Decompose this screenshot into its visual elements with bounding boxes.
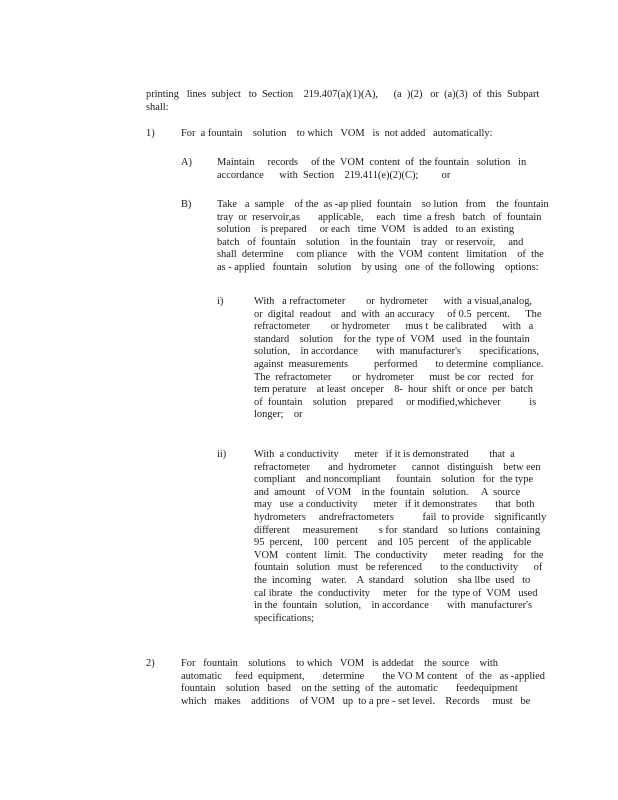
text-line: Maintain records of the VOM content of the fountain solution in [217,157,527,168]
item-1b-ii-text [254,449,546,625]
text-line: tray or reservoir,as applicable, each time a fresh batch of fountain [217,211,542,223]
item-1b-text [217,199,549,275]
text-line: longer; or [254,409,303,421]
text-line: batch of fountain solution in the fountain tray or reservoir, and [217,236,524,248]
item-1b-ii-marker: ii) [217,449,227,460]
text-line: For a fountain solution to which VOM is not added automatically: [181,128,493,139]
text-line: hydrometers andrefractometers fail to provide significantly [254,511,547,523]
text-line: standard solution for the type of VOM used in the fountain [254,333,530,345]
text-line: and amount of VOM in the fountain solution. A source [254,486,521,498]
item-2-text [181,658,545,708]
text-line: With a conductivity meter if it is demonstrated that a [254,449,515,460]
text-line: solution is prepared or each time VOM is added to an existing [217,224,515,236]
item-1b-i-marker: i) [217,296,224,307]
text-line: in the fountain solution, in accordance with manufacturer's [254,600,533,612]
text-line: With a refractometer or hydrometer with a visual,analog, [254,296,533,307]
text-line: shall: [146,101,169,113]
item-1a-marker: A) [181,157,192,168]
text-line: fountain solution must be referenced to the conductivity of [254,562,543,574]
item-2-marker: 2) [146,658,155,669]
text-line: tem perature at least onceper 8- hour shift or once per batch [254,384,533,396]
text-line: cal ibrate the conductivity meter for the type of VOM used [254,587,538,599]
text-line: compliant and noncompliant fountain solution for the type [254,474,534,486]
text-line: printing lines subject to Section 219.407(a)(1)(A), (a )(2) or (a)(3) of this Subpart [146,89,540,100]
item-1-marker: 1) [146,128,155,139]
text-line: as - applied fountain solution by using one of the following options: [217,261,539,273]
text-line: 95 percent, 100 percent and 105 percent of the applicable [254,537,532,549]
text-line: automatic feed equipment, determine the VO M content of the as -applied [181,670,545,682]
text-line: against measurements performed to determine compliance. [254,358,544,370]
text-line: refractometer and hydrometer cannot distinguish betw een [254,461,541,473]
text-line: which makes additions of VOM up to a pre - set level. Records must be [181,695,531,707]
text-line: For fountain solutions to which VOM is addedat the source with [181,658,498,669]
text-line: The refractometer or hydrometer must be cor rected for [254,371,534,383]
text-line: solution, in accordance with manufacturer's specifications, [254,346,539,358]
text-line: the incoming water. A standard solution sha llbe used to [254,574,531,586]
text-line: different measurement s for standard so lutions containing [254,524,541,536]
text-line: accordance with Section 219.411(e)(2)(C); or [217,169,451,181]
item-1a-text [217,157,526,182]
text-line: of fountain solution prepared or modified,whichever is [254,396,537,408]
text-line: refractometer or hydrometer mus t be calibrated with a [254,321,534,333]
text-line: may use a conductivity meter if it demonstrates that both [254,499,535,511]
text-line: fountain solution based on the setting of the automatic feedequipment [181,683,518,695]
text-line: Take a sample of the as -ap plied fountain so lution from the fountain [217,199,549,210]
item-1b-marker: B) [181,199,192,210]
text-line: specifications; [254,612,315,624]
text-line: or digital readout and with an accuracy of 0.5 percent. The [254,308,542,320]
item-1b-i-text [254,296,543,422]
text-line: VOM content limit. The conductivity meter reading for the [254,549,544,561]
item-1-text [181,128,493,141]
text-line: shall determine com pliance with the VOM content limitation of the [217,249,544,261]
intro-paragraph [146,89,539,114]
